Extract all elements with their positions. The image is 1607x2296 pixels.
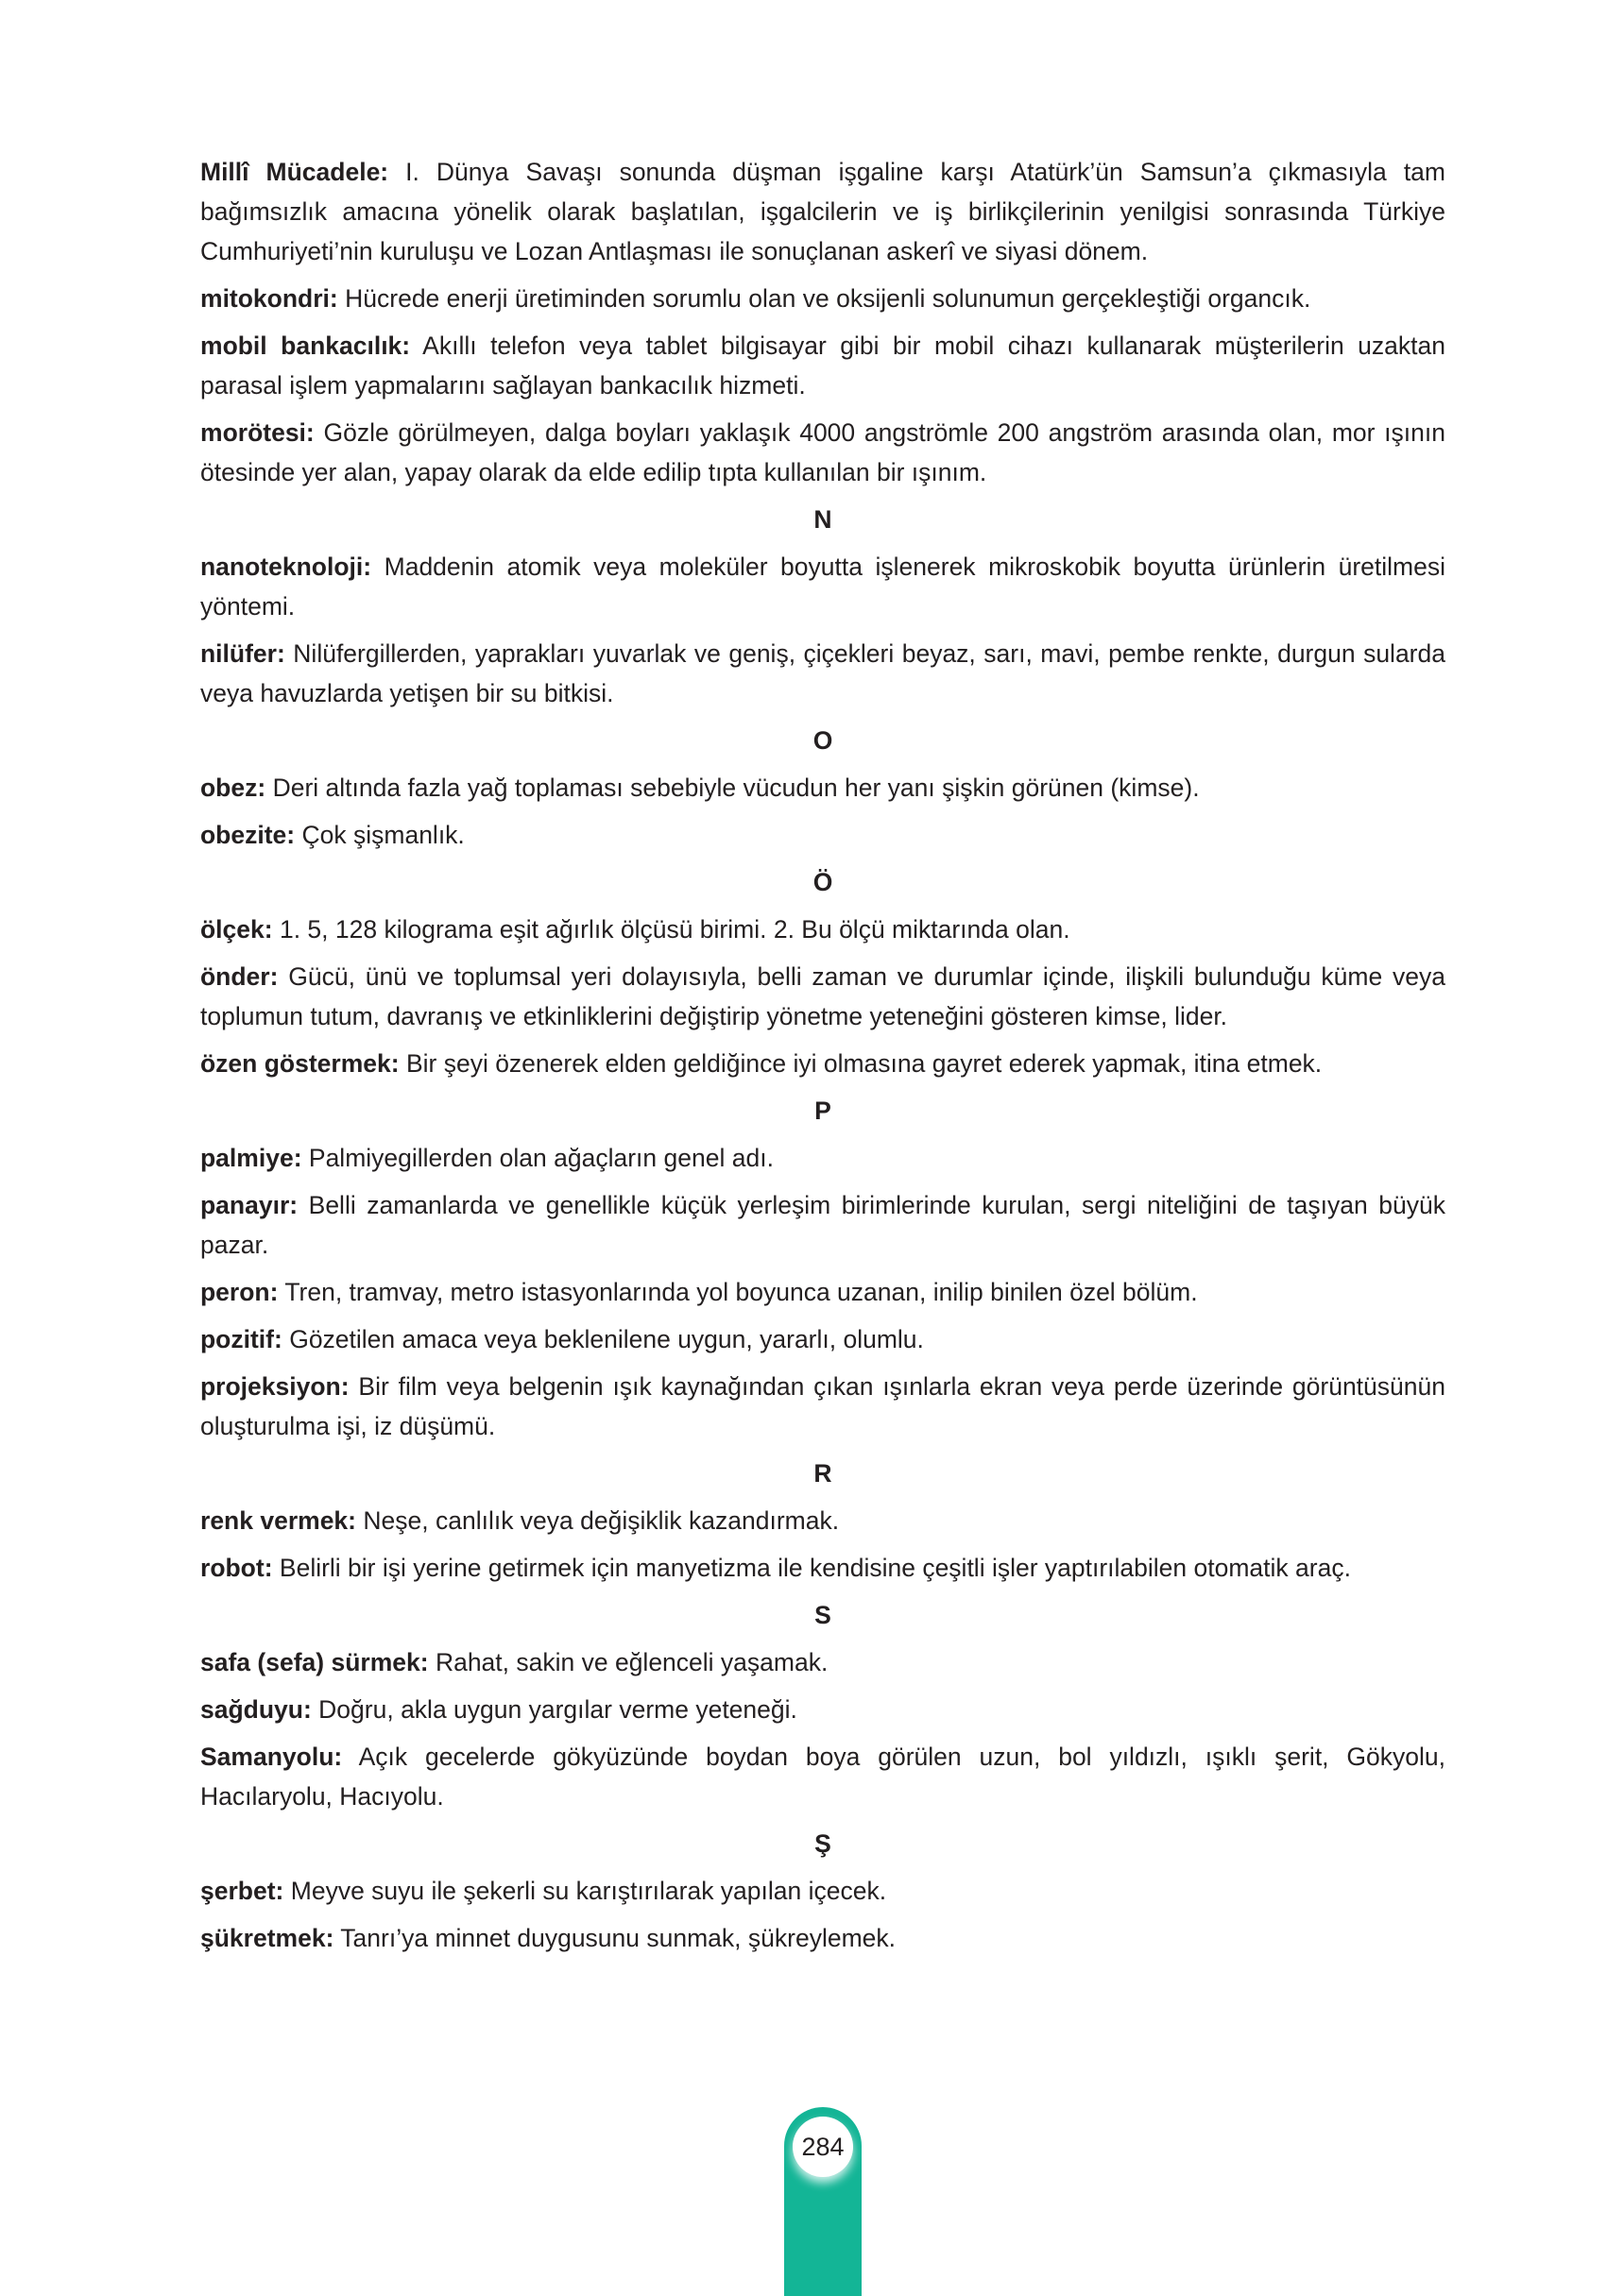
glossary-definition: Deri altında fazla yağ toplaması sebebiyle vücudun her yanı şişkin görünen (kimse). — [272, 774, 1200, 802]
glossary-term: Samanyolu: — [200, 1743, 343, 1771]
glossary-entry — [200, 910, 1445, 949]
glossary-entry — [200, 1272, 1445, 1312]
glossary-term: obez: — [200, 774, 266, 802]
glossary-definition: Maddenin atomik veya moleküler boyutta işlenerek mikroskobik boyutta ürünlerin üretilmesi yöntemi. — [200, 553, 1445, 621]
glossary-term: mitokondri: — [200, 284, 338, 313]
glossary-term: renk vermek: — [200, 1506, 356, 1535]
glossary-entry — [200, 1871, 1445, 1911]
section-letter-heading: Ö — [812, 868, 833, 896]
glossary-definition: Gözetilen amaca veya beklenilene uygun, yararlı, olumlu. — [289, 1325, 924, 1353]
glossary-definition: Hücrede enerji üretiminden sorumlu olan ve oksijenli solunumun gerçekleştiği organcık. — [345, 284, 1311, 313]
glossary-term: morötesi: — [200, 418, 315, 447]
glossary-entry — [200, 1044, 1445, 1083]
glossary-term: mobil bankacılık: — [200, 332, 411, 360]
page-number-tab — [784, 2107, 862, 2296]
section-letter-heading: S — [814, 1601, 831, 1629]
glossary-entry — [200, 326, 1445, 405]
glossary-entry — [200, 152, 1445, 271]
glossary-definition: Palmiyegillerden olan ağaçların genel adı. — [308, 1144, 774, 1172]
glossary-term: özen göstermek: — [200, 1049, 400, 1078]
glossary-definition: Bir şeyi özenerek elden geldiğince iyi olmasına gayret ederek yapmak, itina etmek. — [405, 1049, 1323, 1078]
glossary-definition: 1. 5, 128 kilograma eşit ağırlık ölçüsü birimi. 2. Bu ölçü miktarında olan. — [279, 915, 1070, 944]
glossary-term: robot: — [200, 1554, 273, 1582]
section-letter-heading: Ş — [814, 1829, 831, 1858]
glossary-term: safa (sefa) sürmek: — [200, 1648, 429, 1676]
glossary-definition: Bir film veya belgenin ışık kaynağından çıkan ışınlarla ekran veya perde üzerinde görüntüsünün oluşturulma işi, iz düşümü. — [200, 1372, 1445, 1440]
section-letter-heading: R — [813, 1459, 832, 1488]
glossary-entry — [200, 1501, 1445, 1540]
glossary-term: şükretmek: — [200, 1924, 334, 1952]
glossary-entry — [200, 1319, 1445, 1359]
glossary-term: pozitif: — [200, 1325, 282, 1353]
glossary-term: nanoteknoloji: — [200, 553, 372, 581]
glossary-entry — [200, 413, 1445, 492]
glossary-term: obezite: — [200, 821, 296, 849]
glossary-definition: Doğru, akla uygun yargılar verme yeteneği. — [318, 1695, 797, 1724]
glossary-definition: Çok şişmanlık. — [301, 821, 465, 849]
glossary-entry — [200, 279, 1445, 318]
glossary-entry — [200, 1690, 1445, 1729]
section-letter-heading: P — [814, 1097, 831, 1125]
glossary-term: Millî Mücadele: — [200, 158, 389, 186]
glossary-entry — [200, 1548, 1445, 1588]
glossary-term: sağduyu: — [200, 1695, 312, 1724]
glossary-definition: Rahat, sakin ve eğlenceli yaşamak. — [435, 1648, 829, 1676]
glossary-term: şerbet: — [200, 1877, 284, 1905]
glossary-definition: Nilüfergillerden, yaprakları yuvarlak ve geniş, çiçekleri beyaz, sarı, mavi, pembe renkte, durgun sularda veya havuzlarda yetişen bir su bitkisi. — [200, 639, 1445, 707]
glossary-definition: I. Dünya Savaşı sonunda düşman işgaline karşı Atatürk’ün Samsun’a çıkmasıyla tam bağımsızlık amacına yönelik olarak başlatılan, işgalcilerin ve iş birlikçilerinin yenilgisi sonrasında Türkiye Cumhuriyeti’nin kuruluşu ve Lozan Antlaşması ile sonuçlanan askerî ve siyasi dönem. — [200, 158, 1445, 265]
glossary-entry — [200, 815, 1445, 855]
glossary-definition: Gözle görülmeyen, dalga boyları yaklaşık 4000 angströmle 200 angström arasında olan, mor ışının ötesinde yer alan, yapay olarak da elde edilip tıpta kullanılan bir ışınım. — [200, 418, 1445, 486]
glossary-entry — [200, 768, 1445, 808]
glossary-definition: Meyve suyu ile şekerli su karıştırılarak yapılan içecek. — [290, 1877, 887, 1905]
glossary-definition: Açık gecelerde gökyüzünde boydan boya görülen uzun, bol yıldızlı, ışıklı şerit, Gökyolu, Hacılaryolu, Hacıyolu. — [200, 1743, 1445, 1811]
glossary-entry — [200, 1642, 1445, 1682]
page-number: 284 — [793, 2117, 853, 2177]
glossary-term: nilüfer: — [200, 639, 285, 668]
section-letter-heading: N — [813, 505, 832, 534]
glossary-definition: Belirli bir işi yerine getirmek için manyetizma ile kendisine çeşitli işler yaptırılabilen otomatik araç. — [279, 1554, 1351, 1582]
glossary-term: projeksiyon: — [200, 1372, 350, 1401]
glossary-entry — [200, 634, 1445, 713]
glossary-entry — [200, 1185, 1445, 1265]
glossary-entry — [200, 547, 1445, 626]
glossary-entry — [200, 1737, 1445, 1816]
glossary-entry — [200, 957, 1445, 1036]
section-letter-heading: O — [812, 726, 833, 755]
glossary-entry — [200, 1918, 1445, 1958]
glossary-term: önder: — [200, 962, 279, 991]
glossary-term: panayır: — [200, 1191, 299, 1219]
glossary-term: ölçek: — [200, 915, 273, 944]
glossary-entry — [200, 1138, 1445, 1178]
glossary-definition: Akıllı telefon veya tablet bilgisayar gibi bir mobil cihazı kullanarak müşterilerin uzaktan parasal işlem yapmalarını sağlayan bankacılık hizmeti. — [200, 332, 1445, 400]
glossary-definition: Belli zamanlarda ve genellikle küçük yerleşim birimlerinde kurulan, sergi niteliğini de taşıyan büyük pazar. — [200, 1191, 1445, 1259]
glossary-entry — [200, 1367, 1445, 1446]
glossary-term: peron: — [200, 1278, 279, 1306]
glossary-definition: Gücü, ünü ve toplumsal yeri dolayısıyla, belli zaman ve durumlar içinde, ilişkili bulunduğu küme veya toplumun tutum, davranış ve etkinliklerini değiştirip yönetme yeteneğini gösteren kimse, lider. — [200, 962, 1445, 1030]
glossary-term: palmiye: — [200, 1144, 302, 1172]
glossary-content — [200, 152, 1445, 1965]
glossary-definition: Neşe, canlılık veya değişiklik kazandırmak. — [363, 1506, 840, 1535]
glossary-definition: Tren, tramvay, metro istasyonlarında yol boyunca uzanan, inilip binilen özel bölüm. — [284, 1278, 1198, 1306]
glossary-definition: Tanrı’ya minnet duygusunu sunmak, şükreylemek. — [340, 1924, 896, 1952]
